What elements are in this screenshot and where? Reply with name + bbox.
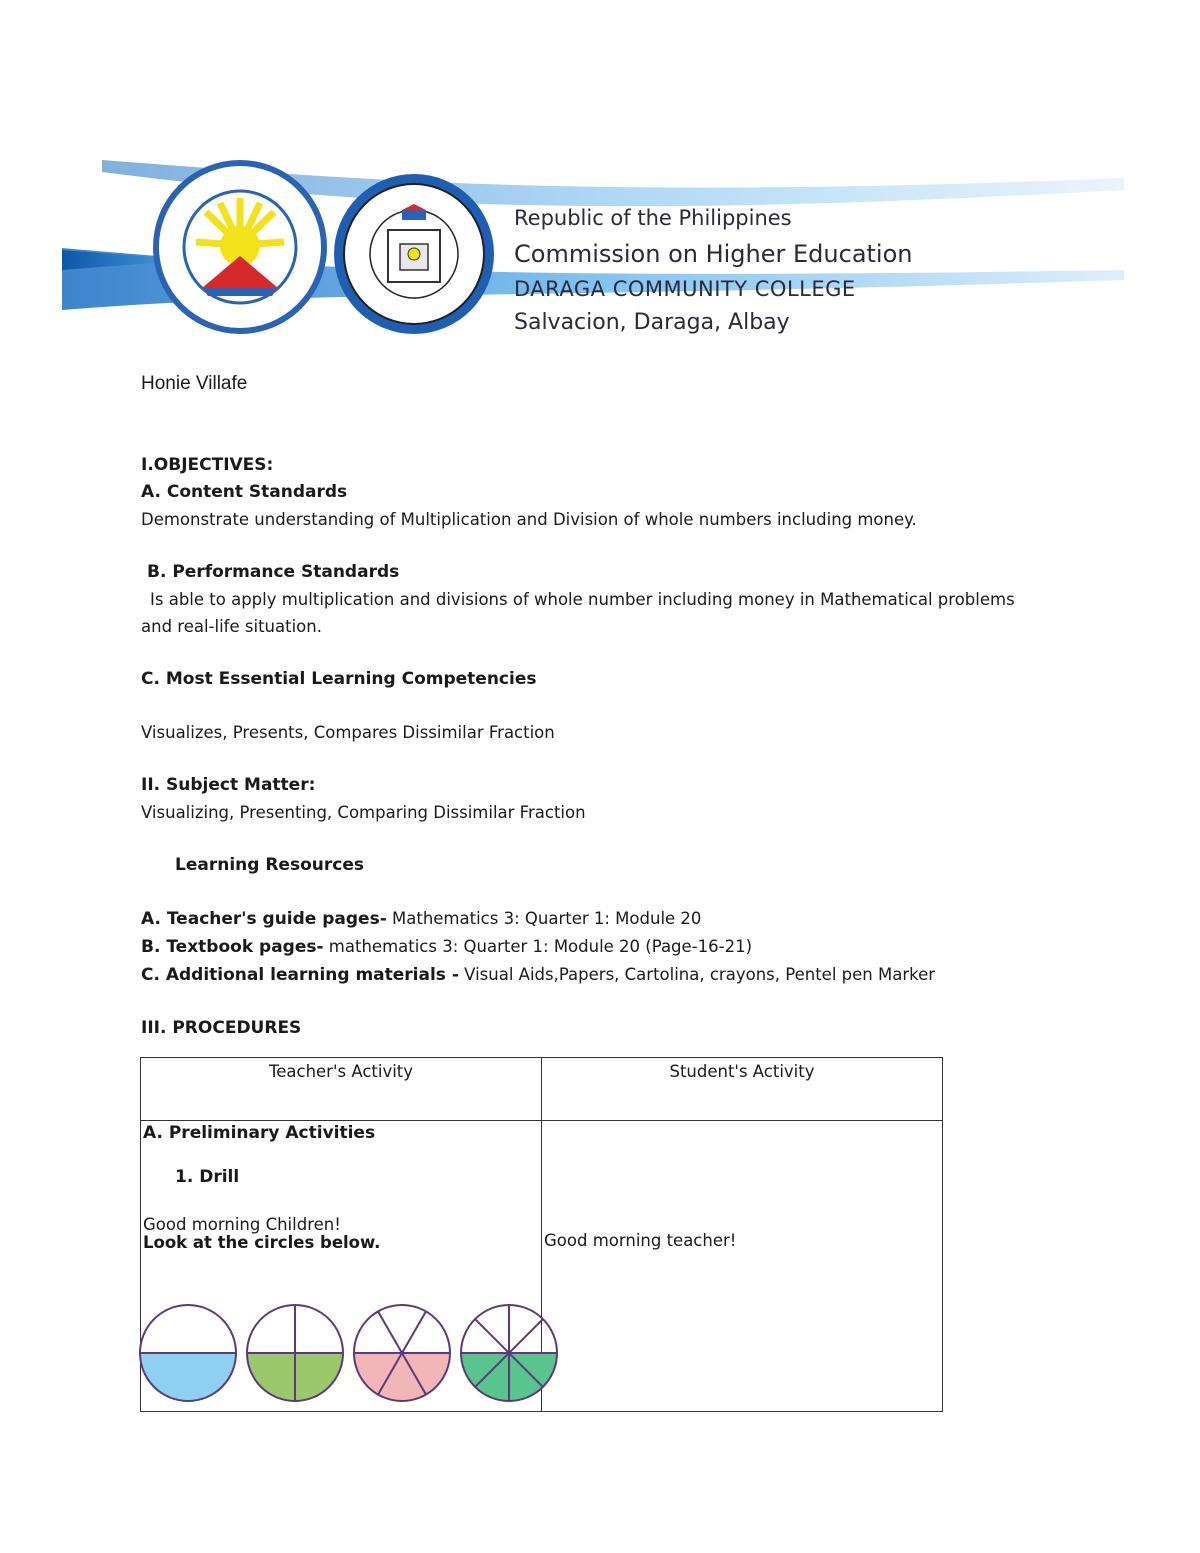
- student-activity-cell: [542, 1121, 943, 1412]
- resource-textbook: [141, 933, 1021, 961]
- col-student-header: Student's Activity: [542, 1058, 943, 1121]
- resource-teacher-guide: [141, 905, 1021, 933]
- header-college: DARAGA COMMUNITY COLLEGE: [514, 277, 856, 301]
- resource-b-label: B. Textbook pages-: [141, 937, 324, 957]
- lesson-plan-body: [141, 452, 1021, 1042]
- header-address: Salvacion, Daraga, Albay: [514, 310, 790, 335]
- header-ched: Commission on Higher Education: [514, 240, 913, 268]
- fraction-circle-6: [354, 1305, 450, 1401]
- objectives-heading: I.OBJECTIVES:: [141, 455, 274, 475]
- resource-additional: [141, 961, 1021, 989]
- resource-c-value: Visual Aids,Papers, Cartolina, crayons, Pentel pen Marker: [458, 965, 936, 984]
- author-name: Honie Villafe: [141, 373, 248, 394]
- procedures-heading: III. PROCEDURES: [141, 1018, 302, 1038]
- header-republic: Republic of the Philippines: [514, 206, 792, 230]
- header-banner: [62, 150, 1124, 345]
- fraction-shaded-region: [354, 1353, 450, 1401]
- resource-a-label: A. Teacher's guide pages-: [141, 909, 387, 929]
- subject-matter-heading: II. Subject Matter:: [141, 775, 316, 795]
- ched-seal-logo: [156, 163, 324, 331]
- fraction-shaded-region: [140, 1353, 236, 1401]
- dcc-seal-logo: [334, 174, 494, 334]
- prelim-title: A. Preliminary Activities: [143, 1123, 376, 1143]
- drill-title: 1. Drill: [175, 1167, 240, 1187]
- learning-resources-title: Learning Resources: [175, 855, 364, 875]
- teacher-instruction: Look at the circles below.: [143, 1233, 381, 1252]
- student-greeting: Good morning teacher!: [544, 1231, 737, 1250]
- fraction-circle-2: [140, 1305, 236, 1401]
- teacher-greeting: Good morning Children!: [143, 1215, 341, 1234]
- content-standards-title: A. Content Standards: [141, 482, 348, 502]
- table-header-row: [141, 1058, 943, 1121]
- col-teacher-header: Teacher's Activity: [141, 1058, 542, 1121]
- resource-c-label: C. Additional learning materials -: [141, 965, 459, 985]
- resource-b-value: mathematics 3: Quarter 1: Module 20 (Page-16-21): [323, 937, 753, 956]
- subject-matter-text: Visualizing, Presenting, Comparing Dissimilar Fraction: [141, 803, 586, 822]
- competencies-title: C. Most Essential Learning Competencies: [141, 669, 537, 689]
- performance-standards-title: B. Performance Standards: [147, 562, 400, 582]
- content-standards-text: Demonstrate understanding of Multiplication and Division of whole numbers including money.: [141, 510, 917, 529]
- resource-a-value: Mathematics 3: Quarter 1: Module 20: [386, 909, 702, 928]
- competencies-text: Visualizes, Presents, Compares Dissimilar Fraction: [141, 723, 555, 742]
- fraction-circle-4: [247, 1305, 343, 1401]
- institution-lines: [514, 200, 913, 340]
- performance-standards-text: Is able to apply multiplication and divisions of whole number including money in Mathematical problems and real-life situation.: [141, 590, 1015, 636]
- fraction-circles-figure: [138, 1296, 568, 1412]
- fraction-circle-8: [461, 1305, 557, 1401]
